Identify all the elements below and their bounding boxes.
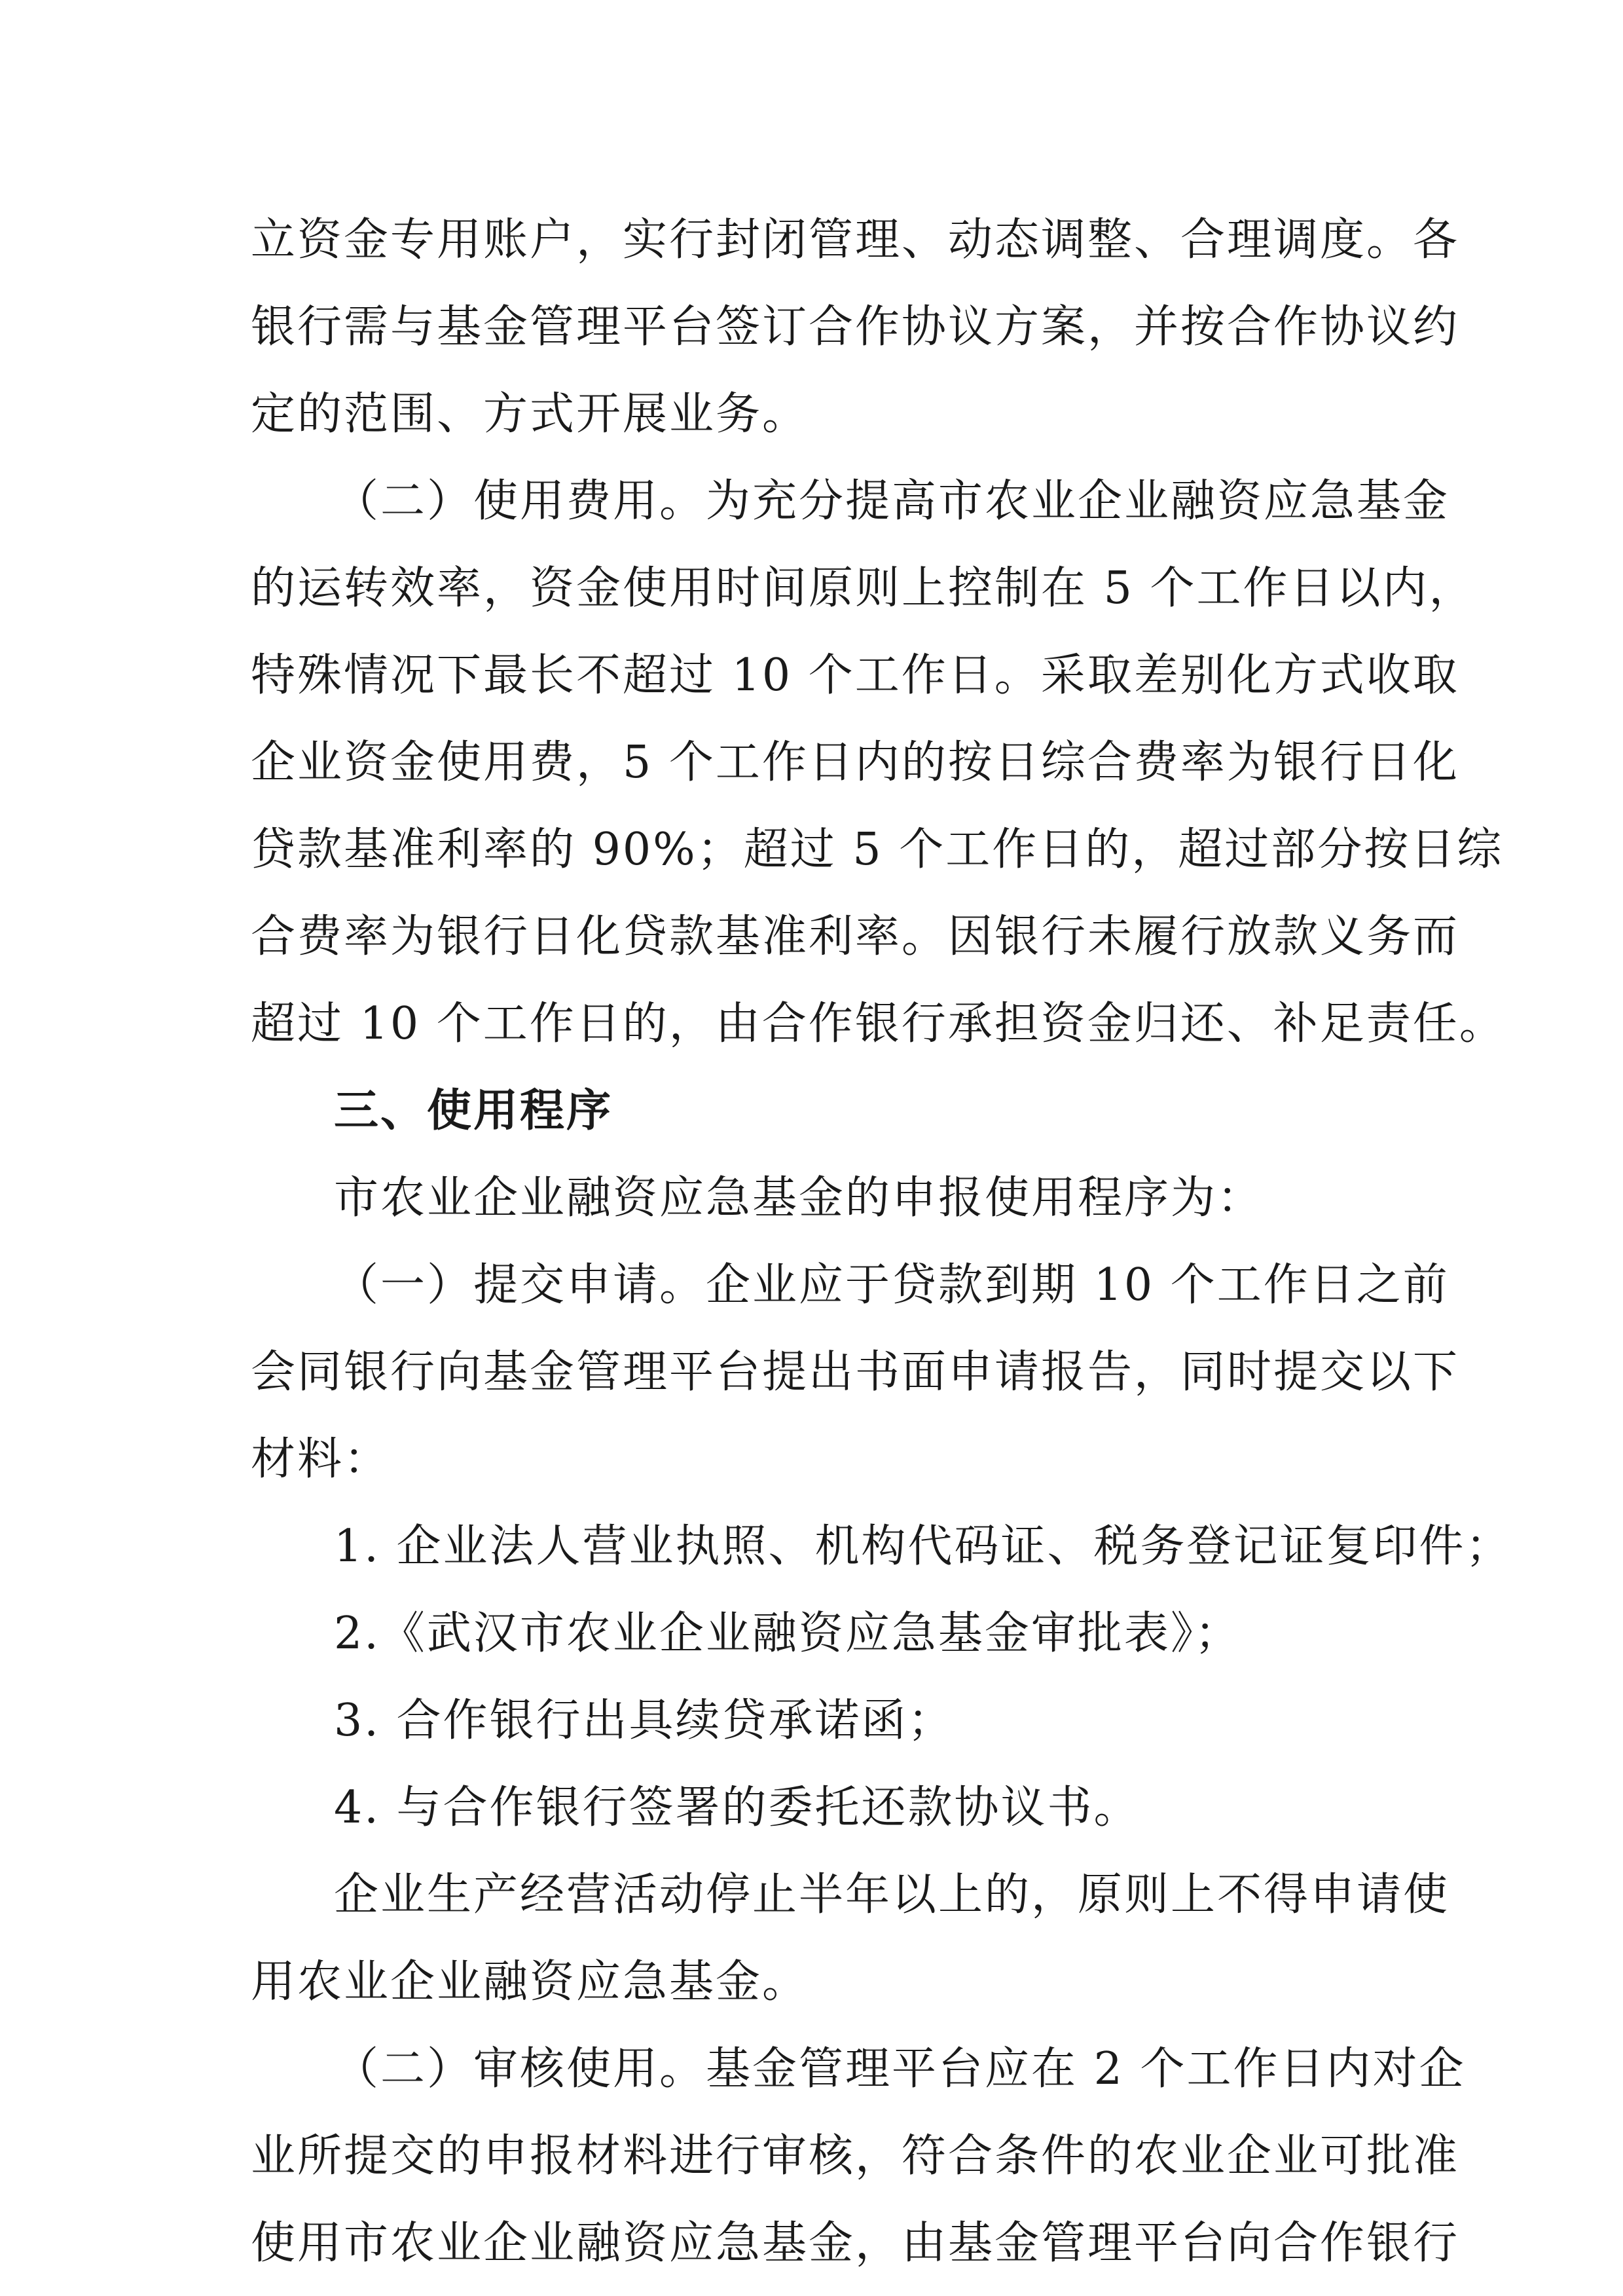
body-text-line: 使用市农业企业融资应急基金，由基金管理平台向合作银行	[251, 2217, 1460, 2269]
body-text-line: 业所提交的申报材料进行审核，符合条件的农业企业可批准	[251, 2130, 1460, 2182]
section-heading: 三、使用程序	[334, 1085, 613, 1137]
list-item: 4. 与合作银行签署的委托还款协议书。	[334, 1782, 1140, 1834]
body-text-line: 定的范围、方式开展业务。	[251, 388, 809, 440]
body-text-line: 企业资金使用费，5 个工作日内的按日综合费率为银行日化	[251, 737, 1459, 788]
list-item: 1. 企业法人营业执照、机构代码证、税务登记证复印件；	[334, 1521, 1512, 1572]
body-text-line: 立资金专用账户，实行封闭管理、动态调整、合理调度。各	[251, 214, 1460, 266]
body-text-line: （二）使用费用。为充分提高市农业企业融资应急基金	[334, 475, 1450, 527]
body-text-line: 的运转效率，资金使用时间原则上控制在 5 个工作日以内，	[251, 563, 1476, 614]
body-text-line: 材料：	[251, 1434, 391, 1485]
body-text-line: 合费率为银行日化贷款基准利率。因银行未履行放款义务而	[251, 911, 1460, 963]
body-text-line: 用农业企业融资应急基金。	[251, 1956, 809, 2008]
body-text-line: 银行需与基金管理平台签订合作协议方案，并按合作协议约	[251, 301, 1460, 353]
list-item: 3. 合作银行出具续贷承诺函；	[334, 1695, 955, 1747]
body-text-line: （一）提交申请。企业应于贷款到期 10 个工作日之前	[334, 1259, 1450, 1311]
body-text-line: 贷款基准利率的 90%；超过 5 个工作日的，超过部分按日综	[251, 824, 1504, 876]
body-text-line: 超过 10 个工作日的，由合作银行承担资金归还、补足责任。	[251, 998, 1506, 1050]
body-text-line: 市农业企业融资应急基金的申报使用程序为：	[334, 1172, 1264, 1224]
body-text-line: （二）审核使用。基金管理平台应在 2 个工作日内对企	[334, 2043, 1466, 2095]
body-text-line: 企业生产经营活动停止半年以上的，原则上不得申请使	[334, 1869, 1450, 1921]
list-item: 2.《武汉市农业企业融资应急基金审批表》；	[334, 1608, 1241, 1659]
body-text-line: 会同银行向基金管理平台提出书面申请报告，同时提交以下	[251, 1346, 1460, 1398]
body-text-line: 特殊情况下最长不超过 10 个工作日。采取差别化方式收取	[251, 650, 1459, 701]
